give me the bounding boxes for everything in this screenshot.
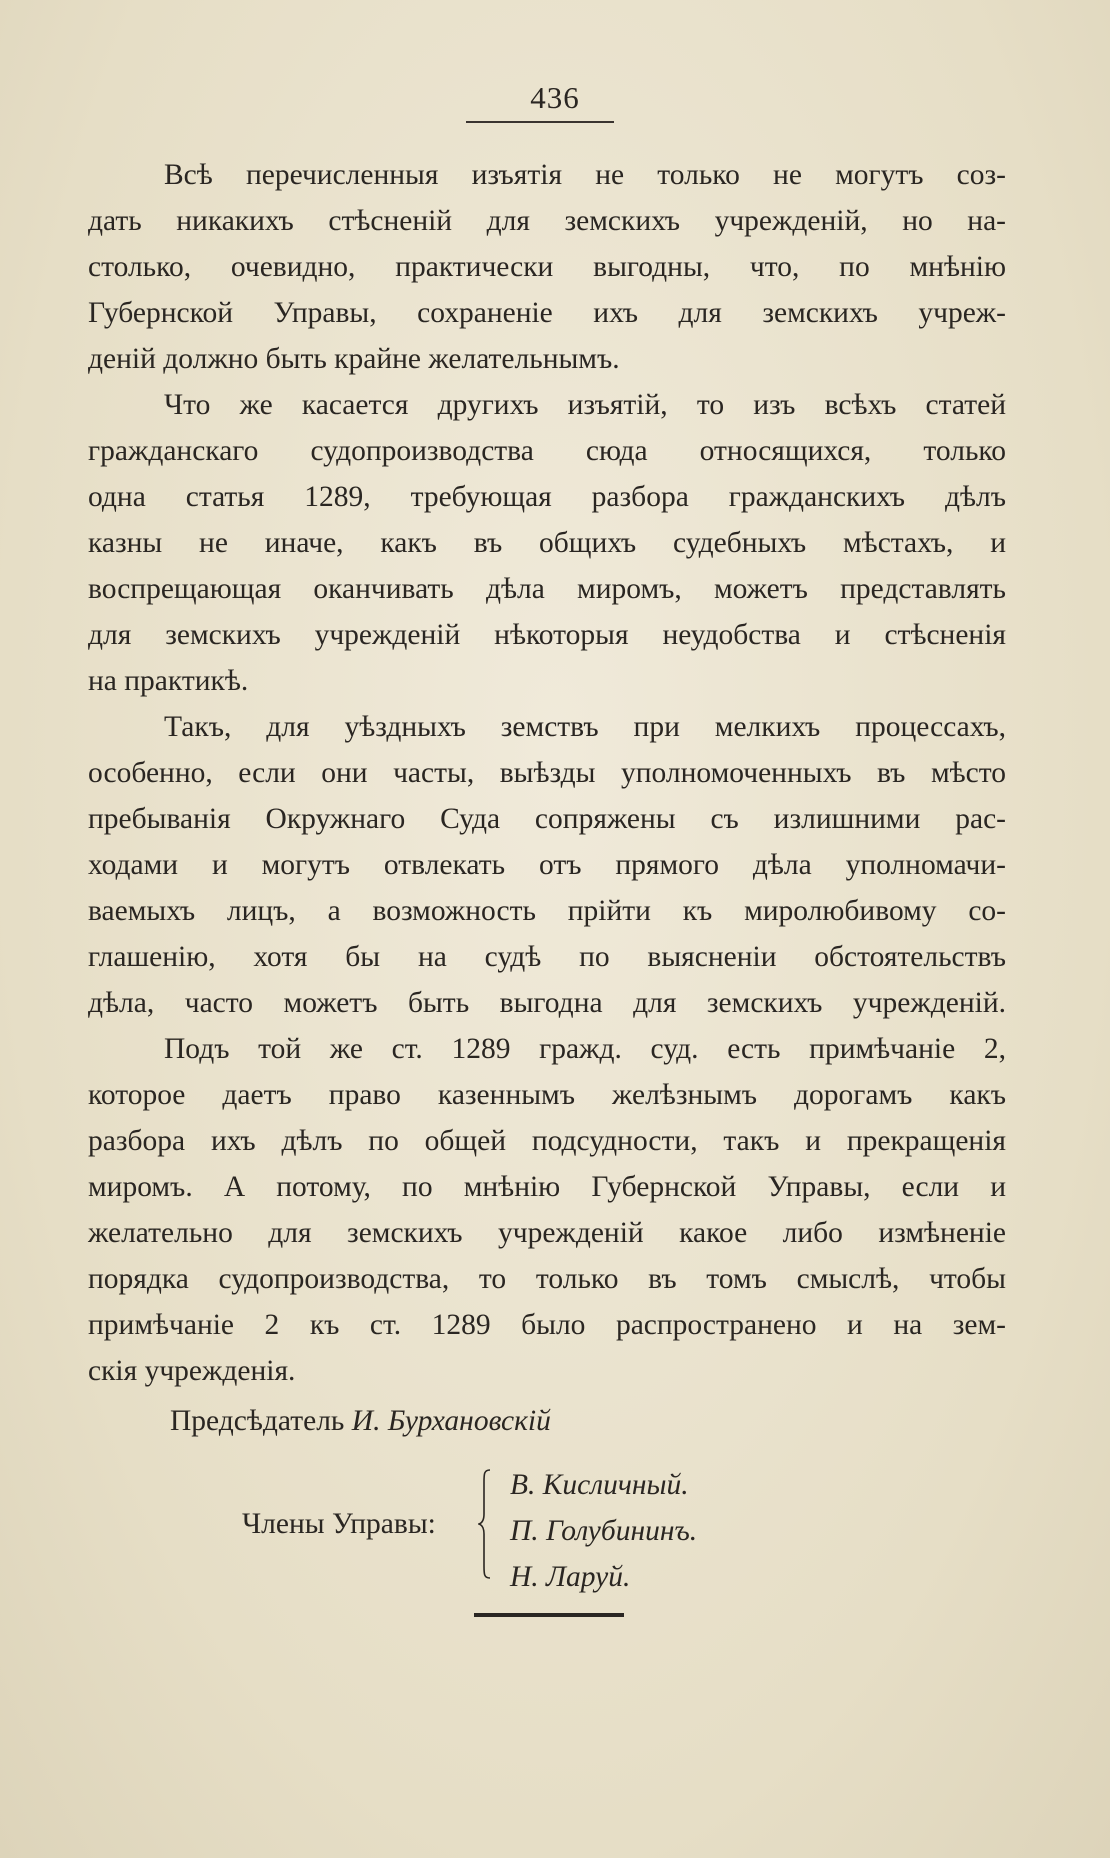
text-line: дѣла, часто можетъ быть выгодна для земскихъ учрежденій. <box>88 987 1006 1019</box>
text-line: глашенію, хотя бы на судѣ по выясненіи обстоятельствъ <box>88 941 1006 973</box>
text-line: для земскихъ учрежденій нѣкоторыя неудобства и стѣсненія <box>88 619 1006 651</box>
text-line: воспрещающая оканчивать дѣла миромъ, можетъ представлять <box>88 573 1006 605</box>
page-number-rule <box>466 121 614 123</box>
text-line: порядка судопроизводства, то только въ томъ смыслѣ, чтобы <box>88 1263 1006 1295</box>
member-name: Н. Ларуй. <box>510 1561 631 1593</box>
text-line: ходами и могутъ отвлекать отъ прямого дѣла уполномачи- <box>88 849 1006 881</box>
text-line: столько, очевидно, практически выгодны, что, по мнѣнію <box>88 251 1006 283</box>
chairman-name: И. Бурхановскій <box>351 1405 551 1437</box>
text-line: Губернской Управы, сохраненіе ихъ для земскихъ учреж- <box>88 297 1006 329</box>
body-text <box>88 152 1006 1394</box>
curly-brace-icon <box>478 1468 492 1580</box>
text-line: пребыванія Окружнаго Суда сопряжены съ излишними рас- <box>88 803 1006 835</box>
paragraph <box>88 382 1006 704</box>
text-line: особенно, если они часты, выѣзды уполномоченныхъ въ мѣсто <box>88 757 1006 789</box>
text-line: миромъ. А потому, по мнѣнію Губернской Управы, если и <box>88 1171 1006 1203</box>
text-line: на практикѣ. <box>88 665 249 697</box>
text-line: ваемыхъ лицъ, а возможность прійти къ миролюбивому со- <box>88 895 1006 927</box>
text-line: одна статья 1289, требующая разбора гражданскихъ дѣлъ <box>88 481 1006 513</box>
text-line: разбора ихъ дѣлъ по общей подсудности, такъ и прекращенія <box>88 1125 1006 1157</box>
text-line: желательно для земскихъ учрежденій какое либо измѣненіе <box>88 1217 1006 1249</box>
text-line: Что же касается другихъ изъятій, то изъ всѣхъ статей <box>164 389 1006 421</box>
member-name: П. Голубининъ. <box>510 1515 698 1547</box>
chairman-signature <box>170 1405 551 1438</box>
text-line: дать никакихъ стѣсненій для земскихъ учрежденій, но на- <box>88 205 1006 237</box>
text-line: деній должно быть крайне желательнымъ. <box>88 343 620 375</box>
paragraph <box>88 1026 1006 1394</box>
text-line: скія учрежденія. <box>88 1355 296 1387</box>
text-line: Такъ, для уѣздныхъ земствъ при мелкихъ процессахъ, <box>164 711 1006 743</box>
text-line: Подъ той же ст. 1289 гражд. суд. есть примѣчаніе 2, <box>164 1033 1006 1065</box>
text-line: Всѣ перечисленныя изъятія не только не могутъ соз- <box>164 159 1006 191</box>
text-line: которое даетъ право казеннымъ желѣзнымъ дорогамъ какъ <box>88 1079 1006 1111</box>
text-line: казны не иначе, какъ въ общихъ судебныхъ мѣстахъ, и <box>88 527 1006 559</box>
text-line: гражданскаго судопроизводства сюда относящихся, только <box>88 435 1006 467</box>
members-list <box>510 1462 697 1600</box>
members-label: Члены Управы: <box>242 1508 436 1540</box>
member-name: В. Кисличный. <box>510 1469 689 1501</box>
end-rule <box>474 1613 624 1617</box>
paragraph <box>88 152 1006 382</box>
chairman-title: Предсѣдатель <box>170 1405 345 1437</box>
paragraph <box>88 704 1006 1026</box>
text-line: примѣчаніе 2 къ ст. 1289 было распространено и на зем- <box>88 1309 1006 1341</box>
page-number: 436 <box>530 80 580 115</box>
